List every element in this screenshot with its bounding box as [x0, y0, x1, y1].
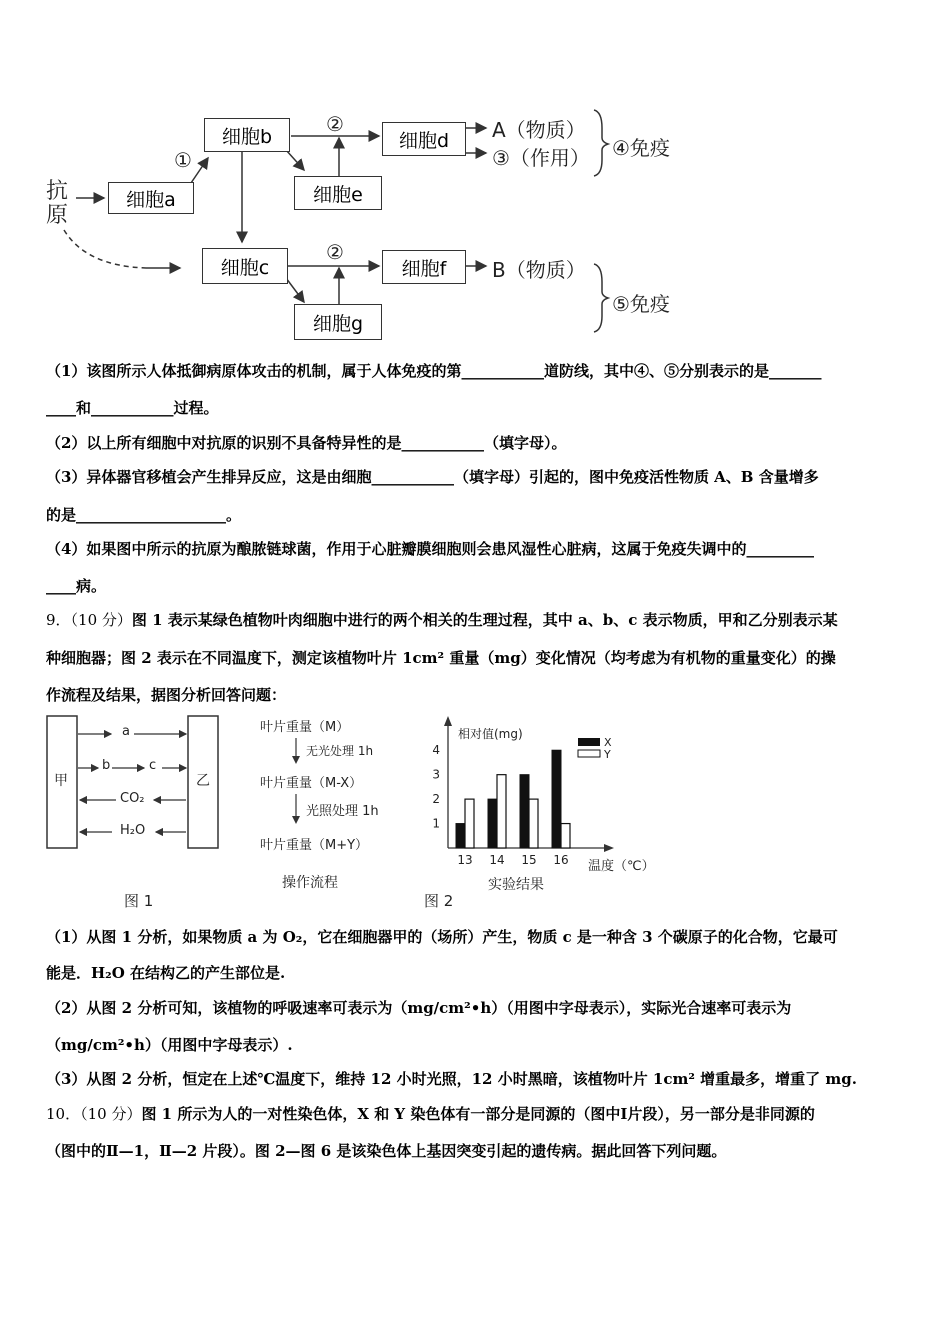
y-tick-label: 2 — [432, 792, 440, 807]
q9-part1-line1: （1）从图 1 分析，如果物质 a 为 O₂，它在细胞器甲的（场所）产生，物质 c 是一种含 3 个碳原子的化合物，它最可 — [46, 928, 838, 946]
organelle-figure — [46, 714, 226, 914]
q9-intro-text-1: 图 1 表示某绿色植物叶肉细胞中进行的两个相关的生理过程，其中 a、b、c 表示物质，甲和乙分别表示某 — [131, 611, 838, 629]
cell-e-box: 细胞e — [294, 176, 382, 210]
x-axis-arrow — [604, 844, 614, 852]
h2o-label: H₂O — [120, 823, 146, 838]
product-a-label: A（物质） — [492, 118, 586, 142]
antigen-label-2: 原 — [46, 203, 69, 228]
flow-weight-1: 叶片重量（M） — [260, 720, 350, 735]
substance-c-label: c — [149, 758, 157, 773]
bar-x — [456, 824, 465, 848]
bar-y — [529, 799, 538, 848]
bar-x — [488, 799, 497, 848]
q10-number: 10．（10 分） — [46, 1105, 142, 1123]
bar-x — [520, 775, 529, 848]
q8-part3-line1: （3）异体器官移植会产生排异反应，这是由细胞___________（填字母）引起的，图中免疫活性物质 A、B 含量增多 — [46, 468, 819, 486]
cell-b-box: 细胞b — [204, 118, 290, 152]
result-chart — [418, 712, 668, 912]
flow-caption: 操作流程 — [282, 875, 338, 891]
step-2-bottom-label: ② — [326, 240, 344, 264]
bar-x — [552, 750, 561, 848]
legend-swatch-x — [578, 738, 600, 746]
immunity-4-label: ④免疫 — [612, 136, 670, 160]
y-tick-label: 1 — [432, 816, 440, 831]
flow-light-step: 光照处理 1h — [306, 804, 379, 819]
co2-label: CO₂ — [120, 791, 145, 806]
immunity-5-label: ⑤免疫 — [612, 292, 670, 316]
y-tick-label: 3 — [432, 767, 440, 782]
flow-weight-2: 叶片重量（M-X） — [260, 776, 363, 791]
q9-part2-line1: （2）从图 2 分析可知，该植物的呼吸速率可表示为（mg/cm²•h）（用图中字母表示），实际光合速率可表示为 — [46, 999, 792, 1017]
x-tick-label: 15 — [521, 853, 537, 867]
figure-1-caption: 图 1 — [124, 892, 154, 910]
q9-intro-line3: 作流程及结果，据图分析回答问题： — [46, 686, 287, 704]
chart-subcaption: 实验结果 — [488, 877, 544, 893]
y-axis-arrow — [444, 716, 452, 726]
q8-part2: （2）以上所有细胞中对抗原的识别不具备特异性的是___________（填字母）。 — [46, 434, 567, 452]
antigen-label-1: 抗 — [46, 179, 69, 204]
q9-intro-line1 — [46, 610, 906, 630]
step-2-top-label: ② — [326, 112, 344, 136]
substance-a-label: a — [122, 724, 130, 739]
legend-label-y: Y — [604, 748, 611, 761]
product-3-label: ③（作用） — [492, 146, 590, 170]
q8-part1-line1: （1）该图所示人体抵御病原体攻击的机制，属于人体免疫的第___________道防线，其中④、⑤分别表示的是_______ — [46, 362, 822, 380]
q8-part4-line2: ____病。 — [46, 577, 107, 595]
q10-text-1: 图 1 所示为人的一对性染色体，X 和 Y 染色体有一部分是同源的（图中Ⅰ片段），另一部分是非同源的 — [141, 1105, 815, 1123]
cell-c-box: 细胞c — [202, 248, 288, 284]
q8-part1-line2: ____和___________过程。 — [46, 399, 219, 417]
bar-y — [465, 799, 474, 848]
flow-dark-step: 无光处理 1h — [306, 744, 374, 758]
q8-part4-line1: （4）如果图中所示的抗原为酿脓链球菌，作用于心脏瓣膜细胞则会患风湿性心脏病，这属于免疫失调中的_________ — [46, 540, 814, 558]
q9-part1-line2: 能是．H₂O 在结构乙的产生部位是. — [46, 964, 286, 982]
bar-y — [497, 775, 506, 848]
y-tick-label: 4 — [432, 743, 440, 758]
cell-d-box: 细胞d — [382, 122, 466, 156]
substance-b-label: b — [102, 758, 111, 773]
x-tick-label: 16 — [553, 853, 569, 867]
q9-number: 9．（10 分） — [46, 611, 132, 629]
q9-part3: （3）从图 2 分析，恒定在上述℃温度下，维持 12 小时光照，12 小时黑暗，该植物叶片 1cm² 增重最多，增重了 mg. — [46, 1070, 857, 1088]
cell-f-box: 细胞f — [382, 250, 466, 284]
bar-y — [561, 824, 570, 848]
organelle-yi: 乙 — [196, 773, 210, 789]
x-axis-title: 温度（℃） — [588, 859, 655, 874]
legend-swatch-y — [578, 750, 600, 757]
q9-part2-line2: （mg/cm²•h）（用图中字母表示）. — [46, 1036, 293, 1054]
legend-label-x: X — [604, 736, 612, 749]
product-b-label: B（物质） — [492, 258, 586, 282]
immune-diagram — [46, 98, 706, 348]
q10-line1 — [46, 1104, 906, 1124]
x-tick-label: 13 — [457, 853, 473, 867]
q10-line2: （图中的Ⅱ—1，Ⅱ—2 片段）。图 2—图 6 是该染色体上基因突变引起的遗传病。据此回答下列问题。 — [46, 1142, 727, 1160]
q8-part3-line2: 的是____________________。 — [46, 506, 242, 524]
cell-a-box: 细胞a — [108, 182, 194, 214]
y-axis-title: 相对值(mg) — [458, 727, 523, 741]
flow-weight-3: 叶片重量（M+Y） — [260, 838, 369, 853]
cell-g-box: 细胞g — [294, 304, 382, 340]
q9-intro-line2: 种细胞器；图 2 表示在不同温度下，测定该植物叶片 1cm² 重量（mg）变化情况（均考虑为有机物的重量变化）的操 — [46, 649, 836, 667]
figure-2-caption: 图 2 — [424, 892, 454, 910]
step-1-label: ① — [174, 148, 192, 172]
x-tick-label: 14 — [489, 853, 505, 867]
organelle-jia: 甲 — [54, 773, 68, 789]
operation-flow — [256, 714, 416, 894]
